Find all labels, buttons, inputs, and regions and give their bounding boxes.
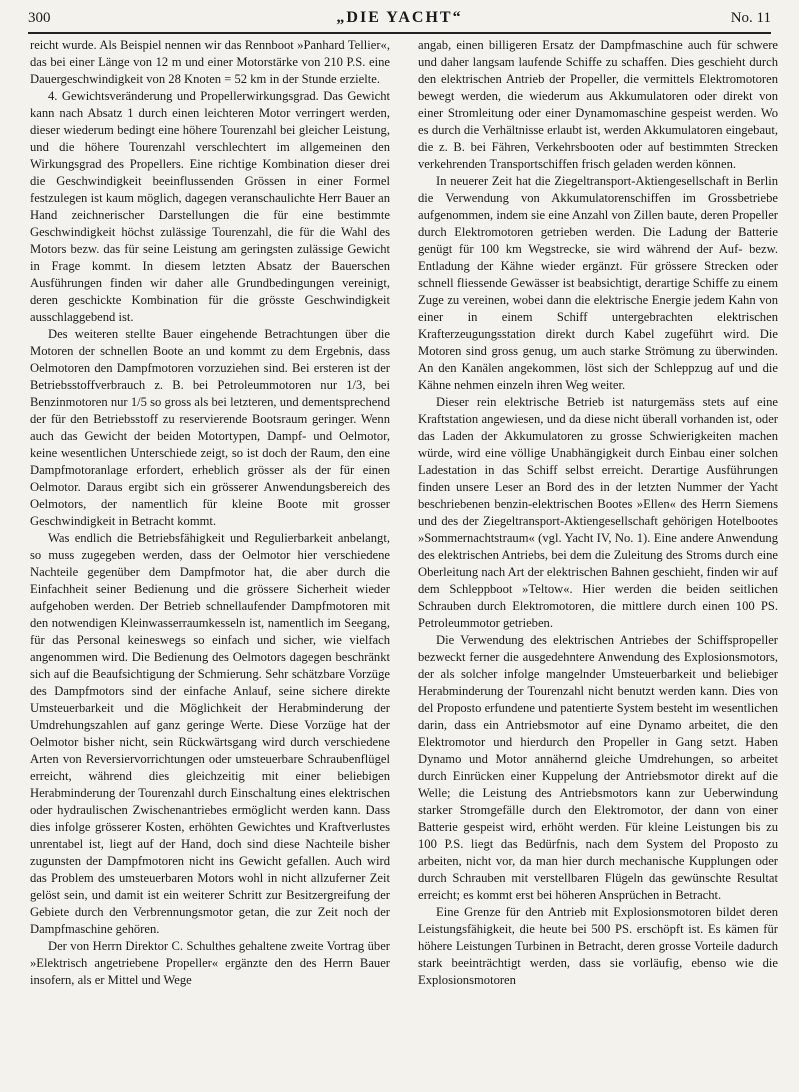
paragraph: Eine Grenze für den Antrieb mit Explosionsmotoren bildet deren Leistungsfähigkeit, die heute bei 500 PS. erschöpft ist. Es kämen für höhere Leistungen Turbinen in Betracht, deren grosse Vorteile dadurch stark beeinträchtigt werden, dass sie vorläufig, ebenso wie die Explosionsmotoren <box>418 905 778 987</box>
paragraph: angab, einen billigeren Ersatz der Dampfmaschine auch für schwere und daher langsam laufende Schiffe zu schaffen. Dies geschieht durch den elektrischen Antrieb der Propeller, die vermittels Elektromotoren bewegt werden, die wiederum aus Akkumulatoren oder direkt von einer Stromleitung oder einer Dynamomaschine gespeist werden. Wo es durch die Verhältnisse erlaubt ist, werden Akkumulatoren eingebaut, die z. B. bei Fähren, Verkehrsbooten oder auf bestimmten Strecken verkehrenden Transportschiffen frisch geladen werden können. <box>418 38 778 171</box>
paragraph: 4. Gewichtsveränderung und Propellerwirkungsgrad. Das Gewicht kann nach Absatz 1 durch einen leichteren Motor verringert werden, dieser wiederum bedingt eine höhere Tourenzahl bei gleicher Leistung, und die höhere Tourenzahl verschlechtert im allgemeinen den Wirkungsgrad des Propellers. Eine richtige Kombination dieser drei die Geschwindigkeit beeinflussenden Grössen in einer Formel festzulegen ist kaum möglich, dagegen veranschaulichte Herr Bauer an Hand zeichnerischer Darstellungen die für eine bestimmte Geschwindigkeit höchst zulässige Tourenzahl, die für die Wahl des Motors bezw. das für seine Leistung am geringsten zulässige Gewicht in Frage kommt. In diesem letzten Absatz der Bauerschen Ausführungen finden wir daher alle Grundbedingungen vereinigt, deren geschickte Kombination für die grösste Geschwindigkeit ausschlaggebend ist. <box>30 89 390 324</box>
paragraph: Der von Herrn Direktor C. Schulthes gehaltene zweite Vortrag über »Elektrisch angetriebene Propeller« ergänzte den des Herrn Bauer insofern, als er Mittel und Wege <box>30 939 390 987</box>
paragraph: Was endlich die Betriebsfähigkeit und Regulierbarkeit anbelangt, so muss zugegeben werden, dass der Oelmotor hier verschiedene Nachteile gegenüber dem Dampfmotor hat, die aber durch die Einfachheit seiner Bedienung und die grössere Sicherheit wieder aufgehoben werden. Der Betrieb schnellaufender Dampfmotoren mit den notwendigen Kleinwasserraumkesseln ist, namentlich im Seegang, für das Personal keineswegs so einfach und sicher, wie vielfach angenommen wird. Die Bedienung des Oelmotors dagegen beschränkt sich auf die Beaufsichtigung der Schmierung. Sehr schätzbare Vorzüge des Dampfmotors sind der einfache Anlauf, seine sichere direkte Umsteuerbarkeit und die Möglichkeit der Herabminderung der Umdrehungszahlen auf ganz geringe Werte. Diese Vorzüge hat der Oelmotor bisher nicht, sein Rückwärtsgang wird durch verschiedene Arten von Reversiervorrichtungen oder umsteuerbare Schraubenflügel erreicht, während dies gleichzeitig mit einer beliebigen Herabminderung der Tourenzahl durch Einschaltung eines elektrischen oder hydraulischen Zwischenantriebes ermöglicht werden kann. Dass dies infolge grösserer Kosten, erhöhten Gewichtes und Kraftverlustes unrentabel ist, liegt auf der Hand, doch sind diese Nachteile bisher zugunsten der Dampfmotoren nicht ins Gewicht gefallen. Auch wird das Problem des umsteuerbaren Motors wohl in nicht allzuferner Zeit gelöst sein, und damit ist ein weiterer Schritt zur Besitzergreifung der Gebiete durch den Verbrennungsmotor getan, die zur Zeit noch der Dampfmaschine gehören. <box>30 531 390 936</box>
left-column <box>30 37 390 989</box>
page-number: 300 <box>28 9 51 26</box>
paragraph: Dieser rein elektrische Betrieb ist naturgemäss stets auf eine Kraftstation angewiesen, und da diese nicht überall vorhanden ist, oder das Laden der Akkumulatoren zu grosse Schwierigkeiten machen würde, wird eine völlige Unabhängigkeit durch Einbau einer solchen Ladestation in das Schiff selbst erreicht. Derartige Ausführungen finden unsere Leser an Bord des in der letzten Nummer der Yacht beschriebenen benzin-elektrischen Bootes »Ellen« des Herrn Siemens und des der Ziegeltransport-Aktiengesellschaft gehörigen Hotelbootes »Sommernachtstraum« (vgl. Yacht IV, No. 1). Eine andere Anwendung des elektrischen Antriebs, bei dem die Zuleitung des Stroms durch eine Oberleitung nach Art der elektrischen Bahnen geschieht, finden wir auf dem Schleppboot »Teltow«. Hier werden die beiden seitlichen Schrauben durch Elektromotoren, die mittlere durch einen 100 PS. Petroleummotor getrieben. <box>418 395 778 630</box>
issue-number: No. 11 <box>730 9 771 26</box>
right-column <box>418 37 778 989</box>
paragraph: Des weiteren stellte Bauer eingehende Betrachtungen über die Motoren der schnellen Boote an und kommt zu dem Ergebnis, dass Oelmotoren den Dampfmotoren vorzuziehen sind. Bei ersteren ist der Betriebsstoffverbrauch z. B. bei Petroleummotoren nur 1/3, bei Benzinmotoren nur 1/5 so gross als bei letzteren, und dementsprechend der für den Betriebsstoff zu reservierende Bootsraum geringer. Wenn auch das Gewicht der beiden Motortypen, Dampf- und Oelmotor, keine wesentlichen Unterschiede zeigt, so ist doch der Raum, den eine Dampfmotoranlage erfordert, erheblich grösser als der für einen Oelmotor. Daraus ergibt sich ein grösserer Anwendungsbereich des Oelmotors, der namentlich für kleine Boote mit grosser Geschwindigkeit in Betracht kommt. <box>30 327 390 528</box>
page-header <box>28 4 771 34</box>
paragraph: Die Verwendung des elektrischen Antriebes der Schiffspropeller bezweckt ferner die ausgedehntere Anwendung des Explosionsmotors, der als solcher infolge mangelnder Umsteuerbarkeit und beliebiger Herabminderung der Tourenzahl nicht benutzt werden kann. Dies von del Proposto erfundene und patentierte System besteht im wesentlichen darin, dass ein Antriebsmotor auf eine Dynamo arbeitet, die den Elektromotor und hierdurch den Propeller in Gang setzt. Haben Dynamo und Motor annähernd gleiche Umdrehungen, so arbeitet durch Einrücken einer Kuppelung der Antriebsmotor direkt auf die Welle; die Leistung des Antriebsmotors kann zur Ueberwindung starker Stromgefälle durch den Elektromotor, der dann von einer Batterie gespeist wird, erhöht werden. Für kleine Leistungen bis zu 100 P.S. liegt das Bedürfnis, nach dem System del Proposto zu arbeiten, nicht vor, da man hier durch mechanische Kupplungen oder durch Schrauben mit verstellbaren Flügeln das gewünschte Resultat erreicht; es kommt erst bei höheren Ansprüchen in Betracht. <box>418 633 778 902</box>
journal-title: „DIE YACHT“ <box>336 9 463 26</box>
paragraph: reicht wurde. Als Beispiel nennen wir das Rennboot »Panhard Tellier«, das bei einer Länge von 12 m und einer Motorstärke von 210 P.S. eine Dauergeschwindigkeit von 28 Knoten = 52 km in der Stunde erzielte. <box>30 38 390 86</box>
paragraph: In neuerer Zeit hat die Ziegeltransport-Aktiengesellschaft in Berlin die Verwendung von Akkumulatorenschiffen im Grossbetriebe aufgenommen, indem sie eine Anzahl von Zillen baute, deren Propeller durch Elektromotoren getrieben werden. Die Ladung der Batterie genügt für 100 km Wegstrecke, sie wird während der Auf- bezw. Entladung der Kähne wieder ergänzt. Für grössere Strecken oder schnell fliessende Gewässer ist beabsichtigt, derartige Schiffe zu einem Zuge zu vereinen, wobei dann die elektrische Energie jedem Kahn von einer in einem Schiff untergebrachten elektrischen Krafterzeugungsstation direkt durch Kabel zugeführt wird. Die Motoren sind gross genug, um auch starke Strömung zu überwinden. An den Kanälen angekommen, löst sich der Schleppzug auf und die Kähne nehmen einzeln ihren Weg weiter. <box>418 174 778 392</box>
